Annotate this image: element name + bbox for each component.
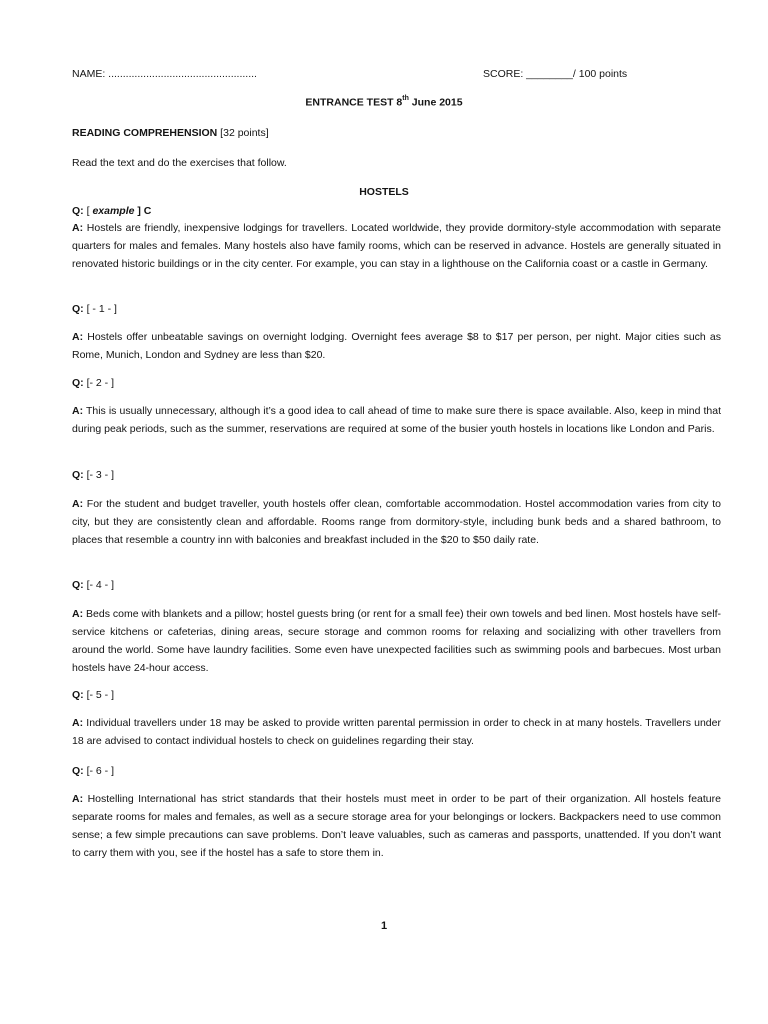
answer-5 (72, 714, 721, 750)
score-field-label: SCORE: ________/ 100 points (483, 68, 628, 80)
page-number: 1 (380, 920, 388, 932)
a-label: A: (72, 793, 84, 805)
answer-4-text: Beds come with blankets and a pillow; hostel guests bring (or rent for a small fee) their own towels and bed linen. Most hostels have self-service kitchens or cafeterias, dining areas, secure storage and common rooms for relaxing and socializing with other travellers from around the world. Some have laundry facilities. Some even have unexpected facilities such as swimming pools and barbecues. Most urban hostels have 24-hour access. (72, 608, 721, 674)
q-label: Q: (72, 205, 84, 217)
answer-3 (72, 495, 721, 549)
q-label: Q: (72, 689, 84, 701)
section-points: [32 points] (217, 127, 269, 139)
example-answer (72, 219, 721, 273)
title-prefix: ENTRANCE TEST 8 (305, 96, 403, 109)
example-answer-text: Hostels are friendly, inexpensive lodgings for travellers. Located worldwide, they provide dormitory-style accommodation with separate quarters for males and females. Many hostels also have family rooms, which can be reserved in advance. Hostels are generally situated in renovated historic buildings or in the city center. For example, you can stay in a lighthouse on the California coast or a castle in Germany. (72, 222, 721, 270)
a-label: A: (72, 498, 84, 510)
q-label: Q: (72, 469, 84, 481)
example-q-open: [ (83, 205, 93, 217)
example-q-close: ] C (134, 205, 152, 217)
question-3 (72, 466, 114, 484)
q-label: Q: (72, 377, 84, 389)
text-heading: HOSTELS (359, 186, 409, 198)
question-5-text: [- 5 - ] (83, 689, 115, 701)
question-1-text: [ - 1 - ] (83, 303, 117, 315)
a-label: A: (72, 331, 84, 343)
q-label: Q: (72, 579, 84, 591)
title-superscript: th (402, 95, 409, 102)
title-suffix: June 2015 (408, 96, 463, 109)
question-6-text: [- 6 - ] (83, 765, 115, 777)
header-line (72, 68, 696, 84)
answer-2 (72, 402, 721, 438)
question-6 (72, 762, 114, 780)
instruction-text: Read the text and do the exercises that follow. (72, 157, 287, 169)
answer-5-text: Individual travellers under 18 may be asked to provide written parental permission in order to check in at many hostels. Travellers under 18 are advised to contact individual hostels to check on guidelines regarding their stay. (72, 717, 721, 747)
a-label: A: (72, 608, 84, 620)
question-4-text: [- 4 - ] (83, 579, 115, 591)
answer-4 (72, 605, 721, 677)
answer-2-text: This is usually unnecessary, although it’s a good idea to call ahead of time to make sure there is space available. Also, keep in mind that during peak periods, such as the summer, reservations are required at some of the busier youth hostels in locations like London and Paris. (72, 405, 721, 435)
question-1 (72, 300, 117, 318)
q-label: Q: (72, 765, 84, 777)
section-heading (72, 127, 269, 139)
name-field-label: NAME: ................................................... (72, 68, 257, 80)
answer-1-text: Hostels offer unbeatable savings on overnight lodging. Overnight fees average $8 to $17 per person, per night. Major cities such as Rome, Munich, London and Sydney are less than $20. (72, 331, 721, 361)
answer-6-text: Hostelling International has strict standards that their hostels must meet in order to be part of their organization. All hostels feature separate rooms for males and females, as well as a secure storage area for your belongings or lockers. Backpackers need to use common sense; a few simple precautions can save problems. Don’t leave valuables, such as cameras and passports, unattended. If you don’t want to carry them with you, see if the hostel has a safe to store them in. (72, 793, 721, 859)
question-2 (72, 374, 114, 392)
question-3-text: [- 3 - ] (83, 469, 115, 481)
example-question (72, 202, 151, 220)
answer-3-text: For the student and budget traveller, youth hostels offer clean, comfortable accommodation. Hostel accommodation varies from city to city, but they are consistently clean and affordable. Rooms range from dormitory-style, including bunk beds and a shared bathroom, to places that resemble a country inn with balconies and breakfast included in the $20 to $50 daily rate. (72, 498, 721, 546)
question-2-text: [- 2 - ] (83, 377, 115, 389)
a-label: A: (72, 717, 84, 729)
a-label: A: (72, 222, 84, 234)
answer-1 (72, 328, 721, 364)
section-label: READING COMPREHENSION (72, 127, 218, 139)
a-label: A: (72, 405, 84, 417)
q-label: Q: (72, 303, 84, 315)
answer-6 (72, 790, 721, 862)
example-word: example (92, 205, 135, 217)
question-5 (72, 686, 114, 704)
question-4 (72, 576, 114, 594)
page-title (0, 96, 768, 109)
